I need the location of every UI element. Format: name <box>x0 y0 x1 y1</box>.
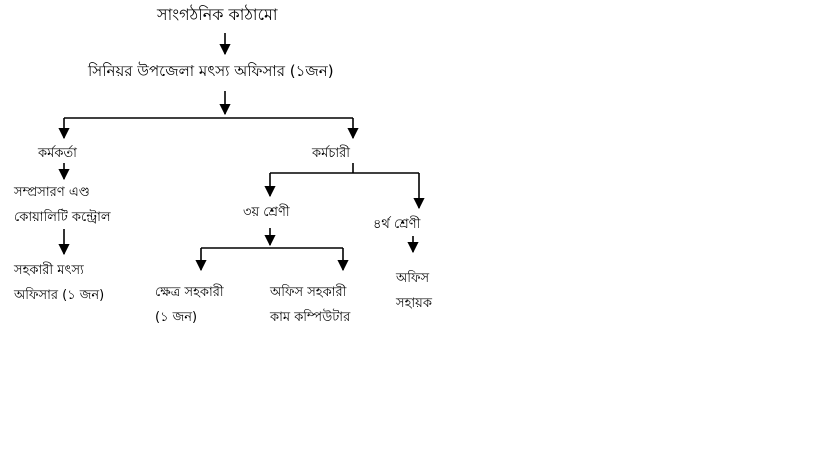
field-assistant-node <box>155 280 224 330</box>
head-node <box>88 59 334 84</box>
field-assistant-line-1: ক্ষেত্র সহকারী <box>155 285 224 300</box>
officers-node <box>38 141 77 166</box>
extension-qc-node <box>14 180 111 230</box>
office-assistant-node <box>270 280 350 330</box>
office-helper-node <box>396 266 432 316</box>
extension-qc-line-1: সম্প্রসারণ এণ্ড <box>14 185 90 200</box>
chart-title-text: সাংগঠনিক কাঠামো <box>157 5 278 24</box>
asst-fisheries-officer-node <box>14 258 104 308</box>
officers-node-text: কর্মকর্তা <box>38 146 77 161</box>
head-node-text: সিনিয়র উপজেলা মৎস্য অফিসার (১জন) <box>88 62 334 80</box>
office-assistant-line-2: কাম কম্পিউটার <box>270 310 351 325</box>
grade4-node-text: ৪র্থ শ্রেণী <box>373 217 421 232</box>
grade3-node-text: ৩য় শ্রেণী <box>243 205 290 220</box>
asst-fisheries-officer-line-1: সহকারী মৎস্য <box>14 263 84 278</box>
staff-node <box>312 141 350 166</box>
asst-fisheries-officer-line-2: অফিসার (১ জন) <box>14 288 105 303</box>
grade4-node <box>373 212 420 237</box>
field-assistant-line-2: (১ জন) <box>155 310 198 325</box>
office-helper-line-1: অফিস <box>396 271 430 286</box>
office-assistant-line-1: অফিস সহকারী <box>270 285 347 300</box>
grade3-node <box>243 200 290 225</box>
staff-node-text: কর্মচারী <box>312 146 350 161</box>
extension-qc-line-2: কোয়ালিটি কন্ট্রোল <box>14 210 111 225</box>
office-helper-line-2: সহায়ক <box>396 296 432 311</box>
chart-title <box>157 2 278 27</box>
